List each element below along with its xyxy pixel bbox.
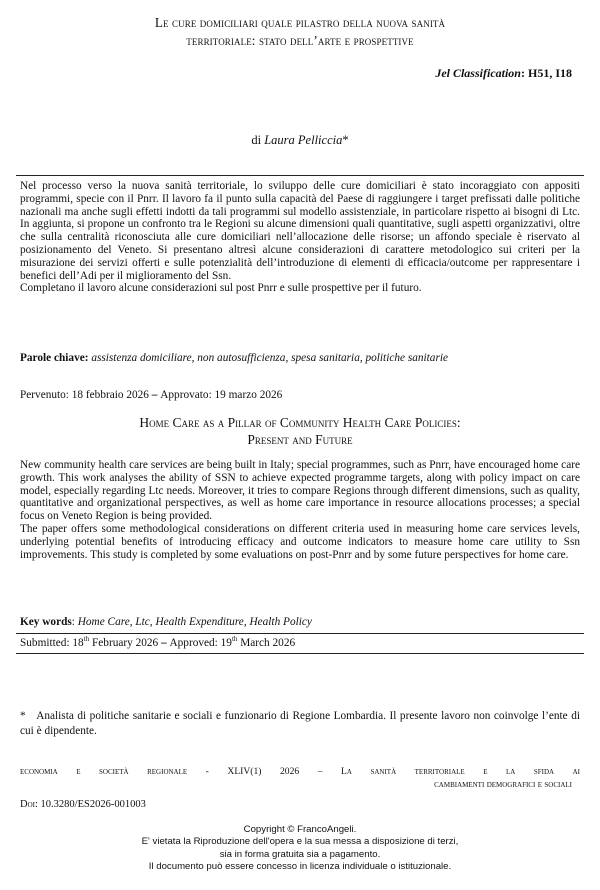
abstract-english <box>20 459 580 561</box>
copyright-notice <box>0 824 600 874</box>
title-en-line-1: Home Care as a Pillar of Community Health Care Policies: <box>139 415 461 430</box>
footnote-text: Analista di politiche sanitarie e sociali e funzionario di Regione Lombardia. Il presente lavoro non coinvolge l’ente di cui è dipendente. <box>20 710 580 737</box>
keywords-italian <box>20 352 580 365</box>
author-name: Laura Pelliccia <box>264 133 343 147</box>
jel-codes: H51, I18 <box>527 66 572 80</box>
journal-line-2: cambiamenti demografici e sociali <box>434 779 572 790</box>
journal-citation <box>20 765 580 791</box>
keywords-it-values: assistenza domiciliare, non autosufficienza, spesa sanitaria, politiche sanitarie <box>91 352 449 364</box>
jel-label: Jel Classification <box>435 66 521 80</box>
keywords-en-separator: : <box>71 616 78 628</box>
abstract-en-paragraph-1: New community health care services are being built in Italy; special programmes, such as Pnrr, have encouraged home care growth. This work analyses the ability of SSN to achieve expected programme targets, along with policy impact on care model, especially regarding Ltc needs. Moreover, it tries to compare Regions through different dimensions, such as quality, quantitative and organizational perspectives, as well as home care importance in resource allocations processes; a special focus on Veneto Region is being provided. <box>20 459 580 523</box>
abstract-en-paragraph-2: The paper offers some methodological considerations on different criteria used in measuring home care services levels, underlying potential benefits of introducing efficacy and outcome indicators to measure home care utility to Ssn improvements. This study is completed by some evaluations on post-Pnrr and by some future perspectives for home care. <box>20 522 580 561</box>
article-title-italian <box>40 14 560 50</box>
keywords-it-label: Parole chiave: <box>20 352 89 364</box>
doi-value: : 10.3280/ES2026-001003 <box>34 799 146 810</box>
abstract-top-rule <box>16 175 584 176</box>
submitted-month: February 2026 <box>89 637 159 649</box>
approved-date-it: Approvato: 19 marzo 2026 <box>160 389 283 401</box>
footnote-mark: * <box>20 710 26 722</box>
keywords-en-label: Key words <box>20 616 72 628</box>
dates-italian <box>20 389 282 401</box>
submitted-suffix: th <box>83 635 90 644</box>
title-it-line-2: territoriale: stato dell’arte e prospettive <box>186 33 414 48</box>
title-it-line-1: Le cure domiciliari quale pilastro della nuova sanità <box>154 15 446 30</box>
keywords-en-values: Home Care, Ltc, Health Expenditure, Health Policy <box>77 616 312 628</box>
copyright-line-3: sia in forma gratuita sia a pagamento. <box>219 848 381 860</box>
abstract-italian <box>20 180 580 295</box>
doi <box>20 799 146 810</box>
abstract-it-paragraph-2: Completano il lavoro alcune considerazioni sul post Pnrr e sulle prospettive per il futuro. <box>20 282 422 295</box>
approved-date-en: Approved: 19 <box>169 637 232 649</box>
submitted-date: Submitted: 18 <box>20 637 84 649</box>
journal-line-1: economia e società regionale - XLIV(1) 2026 – La sanità territoriale e la sfida ai <box>20 766 580 777</box>
dates-en-separator: – <box>158 637 170 649</box>
keywords-english <box>20 616 580 629</box>
article-title-english <box>20 414 580 448</box>
title-en-line-2: Present and Future <box>247 432 353 447</box>
copyright-line-2: E' vietata la Riproduzione dell'opera e la sua messa a disposizione di terzi, <box>141 836 459 848</box>
author-footnote-mark: * <box>342 133 349 147</box>
author-prefix: di <box>251 133 265 147</box>
author-line <box>0 133 600 148</box>
approved-suffix: th <box>231 635 238 644</box>
abstract-bottom-rule <box>16 653 584 654</box>
jel-classification <box>435 66 572 81</box>
copyright-line-1: Copyright © FrancoAngeli. <box>243 824 357 835</box>
jel-separator: : <box>520 66 528 80</box>
dates-english <box>20 637 295 649</box>
author-footnote <box>20 709 580 739</box>
abstract-it-paragraph-1: Nel processo verso la nuova sanità territoriale, lo sviluppo delle cure domiciliari è stato incoraggiato con appositi programmi, specie con il Pnrr. Il lavoro fa il punto sulla capacità del Paese di raggiungere i target prefissati dalle politiche nazionali ma anche sugli effetti indotti da tali programmi sul modello assistenziale, in particolare rispetto ai bisogni di Ltc. In aggiunta, si propone un confronto tra le Regioni su alcune dimensioni quali quantitative, sugli aspetti organizzativi, oltre che sulla centralità riconosciuta alle cure domiciliari nell’allocazione delle risorse; un affondo speciale è riservato al posizionamento del Veneto. Si presentano altresì alcune considerazioni di carattere metodologico sui criteri per la misurazione dei servizi offerti e sulle potenzialità dell’introduzione di elementi di efficacia/outcome per rappresentare i benefici dell’Adi per il miglioramento del Ssn. <box>20 180 580 282</box>
received-date: Pervenuto: 18 febbraio 2026 <box>20 389 149 401</box>
copyright-line-4: Il documento può essere concesso in licenza individuale o istituzionale. <box>148 861 452 873</box>
dates-it-separator: – <box>148 389 161 401</box>
doi-label: Doi <box>20 799 35 810</box>
approved-month: March 2026 <box>237 637 296 649</box>
keywords-rule <box>16 633 584 634</box>
